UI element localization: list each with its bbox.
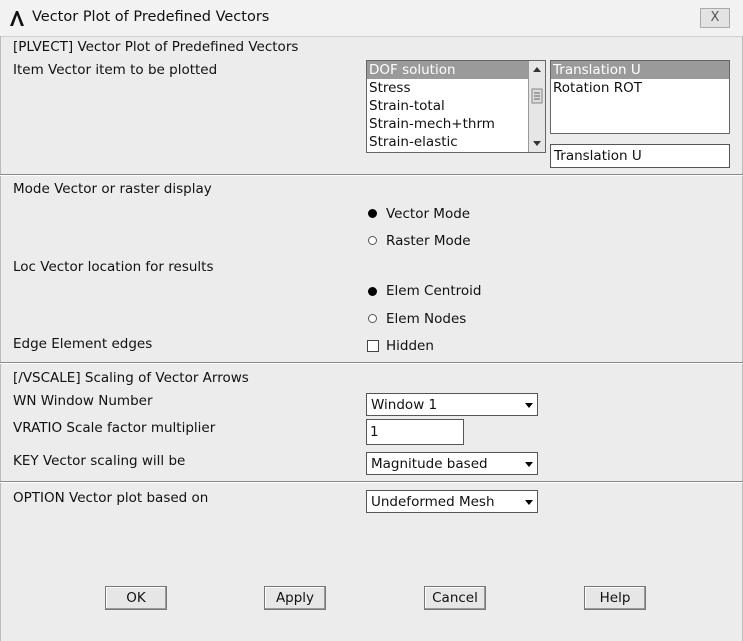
- hidden-edges-label: Hidden: [386, 338, 434, 354]
- list-item[interactable]: Translation U: [551, 61, 729, 79]
- window-title: Vector Plot of Predefined Vectors: [32, 9, 270, 25]
- apply-button[interactable]: Apply: [264, 586, 326, 610]
- divider: [0, 481, 743, 483]
- vector-mode-label: Vector Mode: [386, 206, 471, 222]
- list-item[interactable]: DOF solution: [367, 61, 529, 79]
- divider: [0, 174, 743, 176]
- radio-raster-mode[interactable]: [368, 236, 377, 245]
- radio-elem-nodes[interactable]: [368, 314, 377, 323]
- cancel-button[interactable]: Cancel: [424, 586, 486, 610]
- radio-vector-mode[interactable]: [368, 209, 377, 218]
- key-scaling-value: Magnitude based: [371, 456, 488, 472]
- vratio-input[interactable]: 1: [366, 419, 464, 445]
- list-item[interactable]: Stress: [369, 80, 411, 96]
- ok-button[interactable]: OK: [105, 586, 167, 610]
- radio-elem-centroid[interactable]: [368, 287, 377, 296]
- vratio-label: VRATIO Scale factor multiplier: [13, 420, 216, 436]
- option-plot-value: Undeformed Mesh: [371, 494, 495, 510]
- list-item[interactable]: Strain-mech+thrm: [369, 116, 495, 132]
- elem-centroid-label: Elem Centroid: [386, 283, 482, 299]
- item-label: Item Vector item to be plotted: [13, 62, 218, 78]
- raster-mode-label: Raster Mode: [386, 233, 471, 249]
- close-button[interactable]: [700, 8, 730, 28]
- key-label: KEY Vector scaling will be: [13, 453, 186, 469]
- chevron-down-icon: [525, 403, 533, 408]
- window-number-select[interactable]: [366, 393, 538, 416]
- scroll-arrows-icon: [529, 61, 545, 152]
- option-label: OPTION Vector plot based on: [13, 490, 209, 506]
- help-button[interactable]: Help: [584, 586, 646, 610]
- hidden-edges-checkbox[interactable]: [367, 340, 379, 352]
- list-scrollbar[interactable]: [528, 61, 545, 152]
- key-scaling-select[interactable]: [366, 452, 538, 475]
- ansys-logo-icon: [8, 9, 26, 27]
- dialog-header-label: [PLVECT] Vector Plot of Predefined Vectors: [13, 39, 299, 55]
- option-plot-select[interactable]: [366, 490, 538, 513]
- close-icon: X: [710, 10, 720, 25]
- wn-label: WN Window Number: [13, 393, 153, 409]
- divider: [0, 362, 743, 364]
- window-number-value: Window 1: [371, 397, 438, 413]
- list-item[interactable]: Rotation ROT: [553, 80, 643, 96]
- list-item[interactable]: Strain-total: [369, 98, 445, 114]
- item-category-list[interactable]: [366, 60, 546, 153]
- list-item[interactable]: Strain-elastic: [369, 134, 458, 150]
- edge-label: Edge Element edges: [13, 336, 153, 352]
- chevron-down-icon: [525, 462, 533, 467]
- item-selection-field[interactable]: Translation U: [550, 144, 730, 168]
- vscale-label: [/VSCALE] Scaling of Vector Arrows: [13, 370, 249, 386]
- loc-label: Loc Vector location for results: [13, 259, 214, 275]
- chevron-down-icon: [525, 500, 533, 505]
- elem-nodes-label: Elem Nodes: [386, 311, 467, 327]
- mode-label: Mode Vector or raster display: [13, 181, 212, 197]
- item-component-list[interactable]: [550, 60, 730, 134]
